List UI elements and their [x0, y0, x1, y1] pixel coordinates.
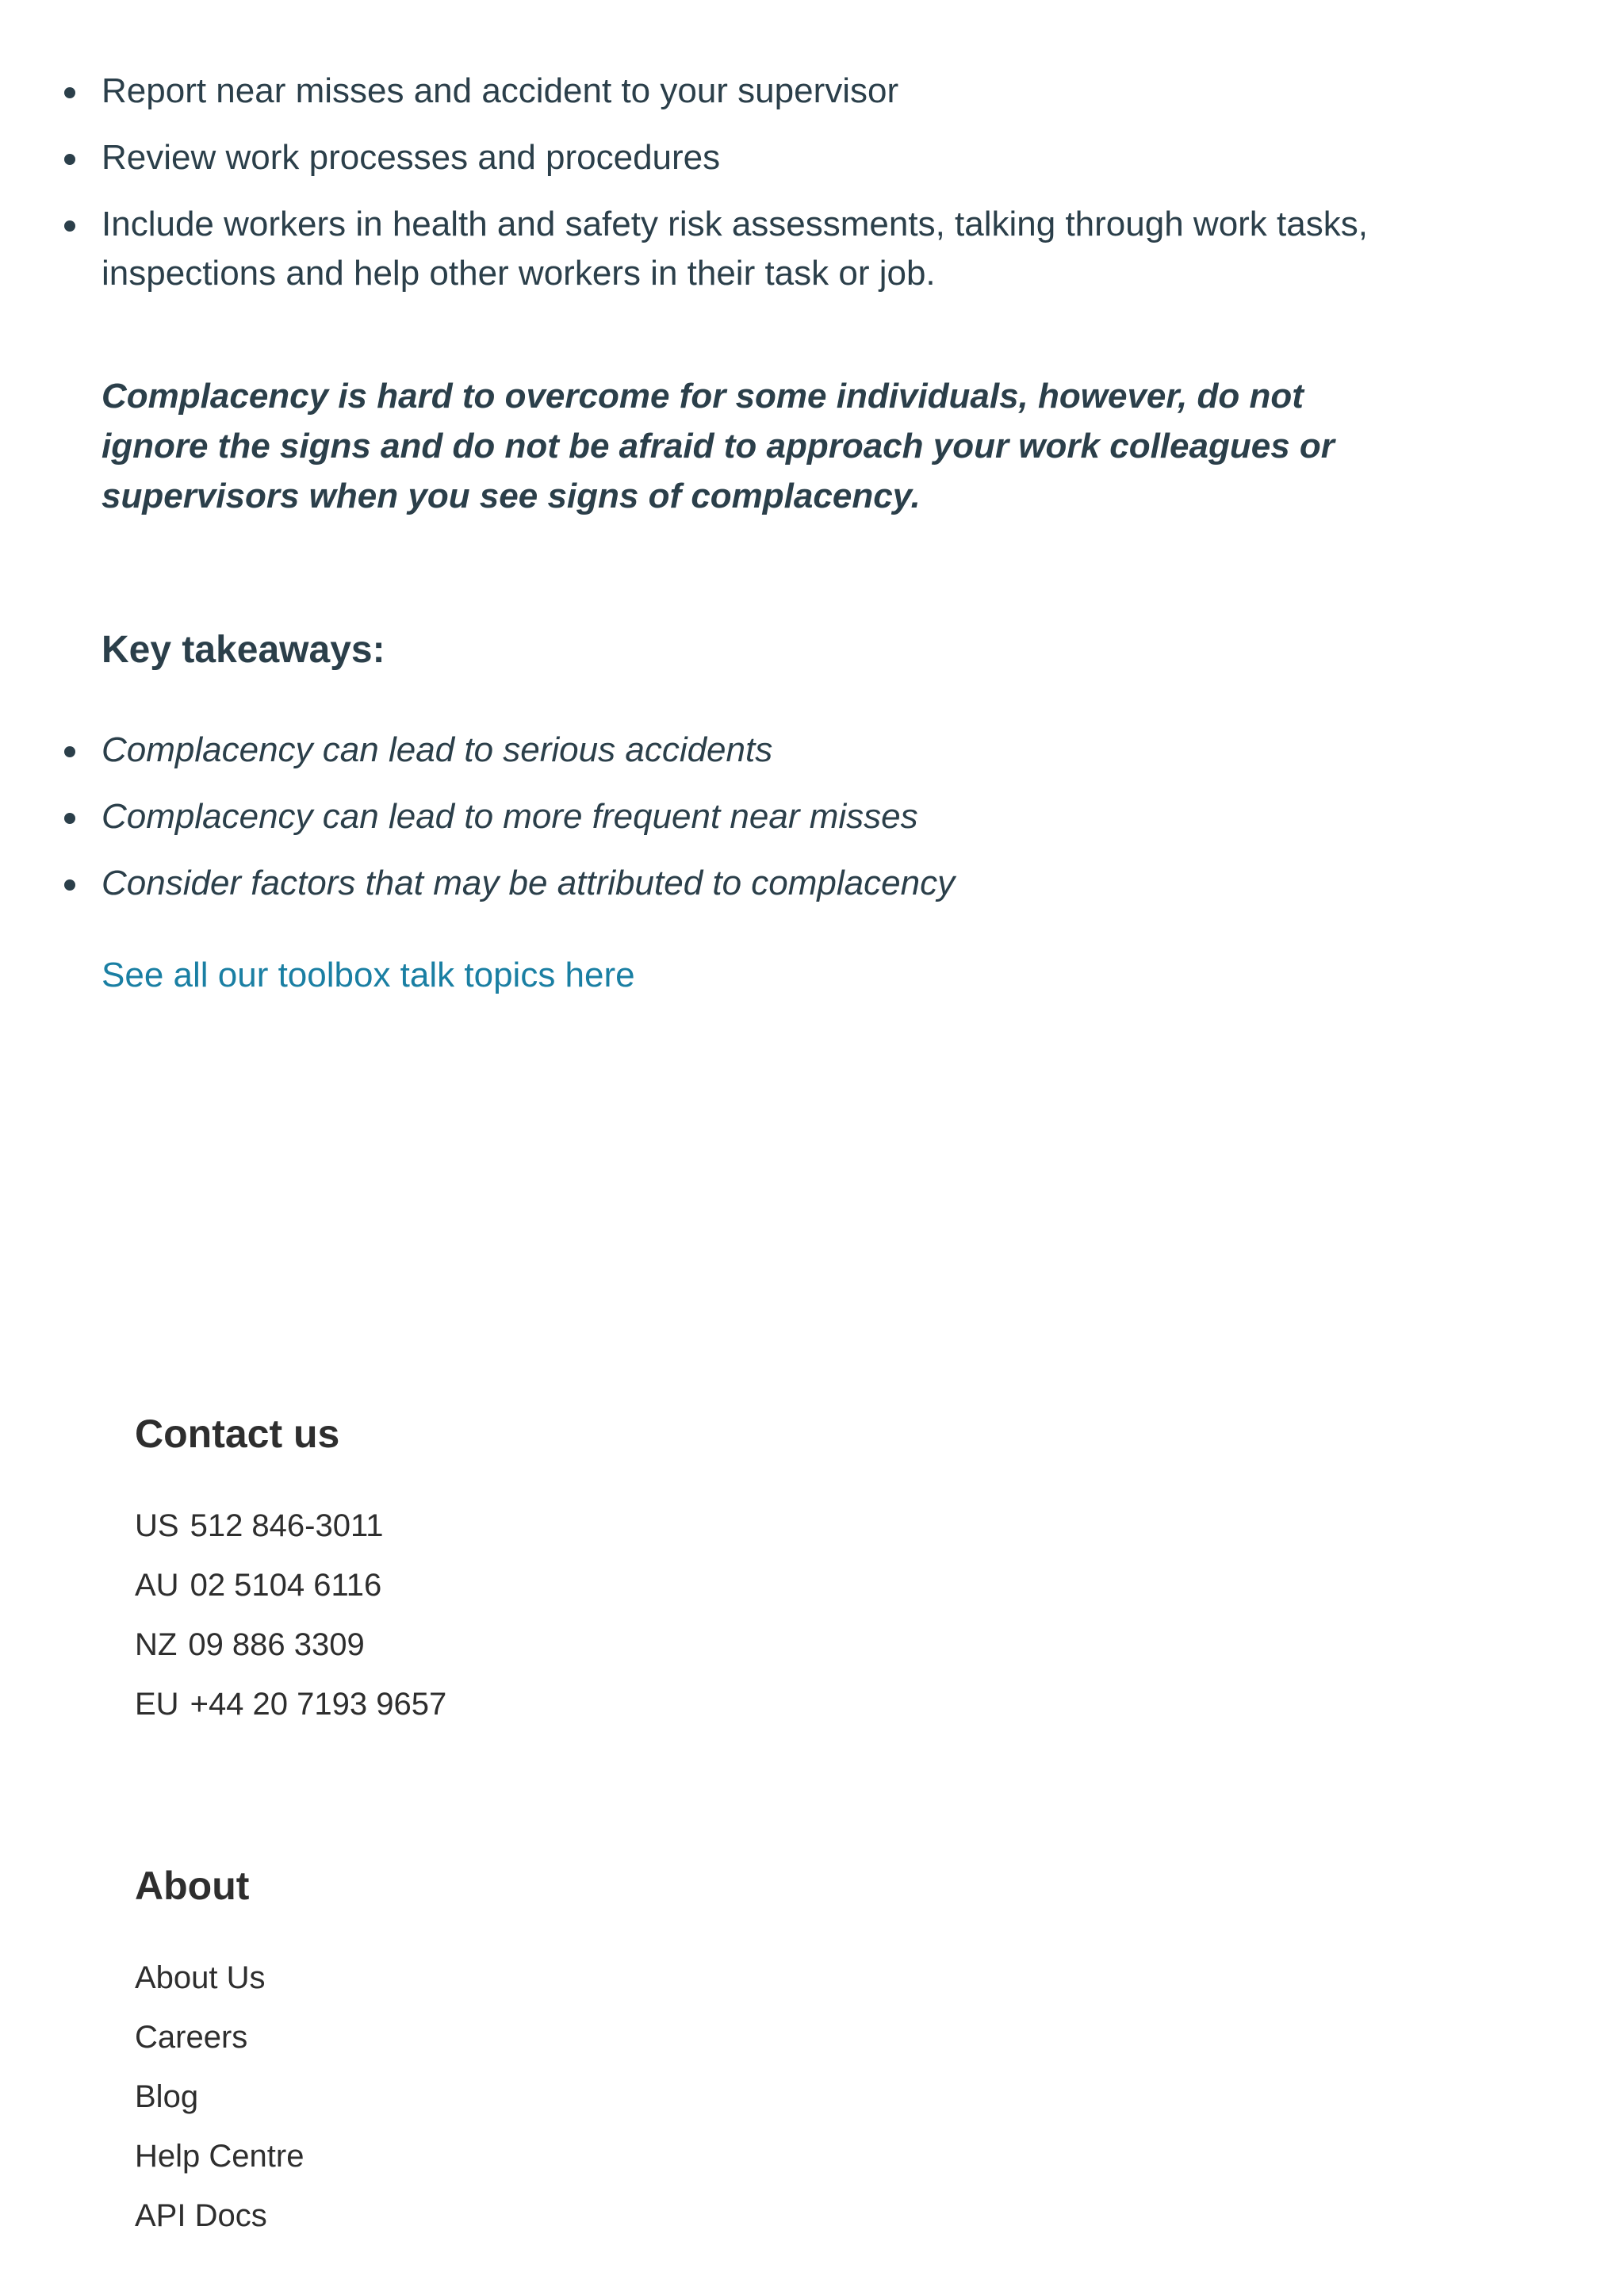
bullet-dot-icon	[64, 813, 75, 824]
contact-heading: Contact us	[135, 1412, 340, 1456]
bullet-dot-icon	[64, 154, 75, 165]
list-item	[0, 726, 1427, 775]
list-item-text: Report near misses and accident to your supervisor	[102, 71, 899, 110]
phone-link[interactable]: 02 5104 6116	[190, 1568, 382, 1603]
footer-link-help-centre[interactable]: Help Centre	[135, 2139, 304, 2174]
list-item-text: Complacency can lead to serious accidents	[102, 730, 773, 769]
phone-link[interactable]: 512 846-3011	[190, 1508, 384, 1543]
complacency-emphasis-text: Complacency is hard to overcome for some individuals, however, do not ignore the signs and do not be afraid to approach your work colleagues or supervisors when you see signs of complacency.	[102, 377, 1335, 515]
key-takeaways-list	[0, 726, 1427, 925]
footer-contact-section	[135, 1410, 848, 1741]
footer-about-section	[135, 1862, 848, 2253]
region-label: EU	[135, 1687, 179, 1722]
contact-row-nz	[135, 1623, 848, 1667]
key-takeaways-heading: Key takeaways:	[102, 629, 385, 671]
bullet-dot-icon	[64, 879, 75, 891]
list-item	[0, 133, 1427, 182]
list-item	[0, 792, 1427, 841]
bullet-dot-icon	[64, 87, 75, 98]
toolbox-topics-link[interactable]: See all our toolbox talk topics here	[102, 956, 635, 994]
region-label: NZ	[135, 1627, 178, 1662]
contact-row-us	[135, 1504, 848, 1548]
region-label: AU	[135, 1568, 179, 1603]
list-item-text: Complacency can lead to more frequent near misses	[102, 797, 918, 836]
safety-actions-list	[0, 67, 1427, 316]
footer-link-careers[interactable]: Careers	[135, 2020, 248, 2055]
footer-link-api-docs[interactable]: API Docs	[135, 2198, 267, 2233]
list-item-text: Include workers in health and safety risk assessments, talking through work tasks, inspections and help other workers in their task or job.	[102, 205, 1368, 293]
bullet-dot-icon	[64, 746, 75, 757]
list-item	[0, 200, 1427, 298]
phone-link[interactable]: +44 20 7193 9657	[190, 1687, 447, 1722]
list-item-text: Consider factors that may be attributed to complacency	[102, 864, 956, 902]
footer-link-about-us[interactable]: About Us	[135, 1960, 266, 1995]
contact-row-eu	[135, 1682, 848, 1726]
contact-row-au	[135, 1563, 848, 1607]
list-item	[0, 67, 1427, 116]
phone-link[interactable]: 09 886 3309	[188, 1627, 365, 1662]
region-label: US	[135, 1508, 179, 1543]
bullet-dot-icon	[64, 220, 75, 232]
list-item-text: Review work processes and procedures	[102, 138, 721, 177]
about-heading: About	[135, 1864, 250, 1908]
list-item	[0, 859, 1427, 908]
footer-link-blog[interactable]: Blog	[135, 2079, 199, 2114]
